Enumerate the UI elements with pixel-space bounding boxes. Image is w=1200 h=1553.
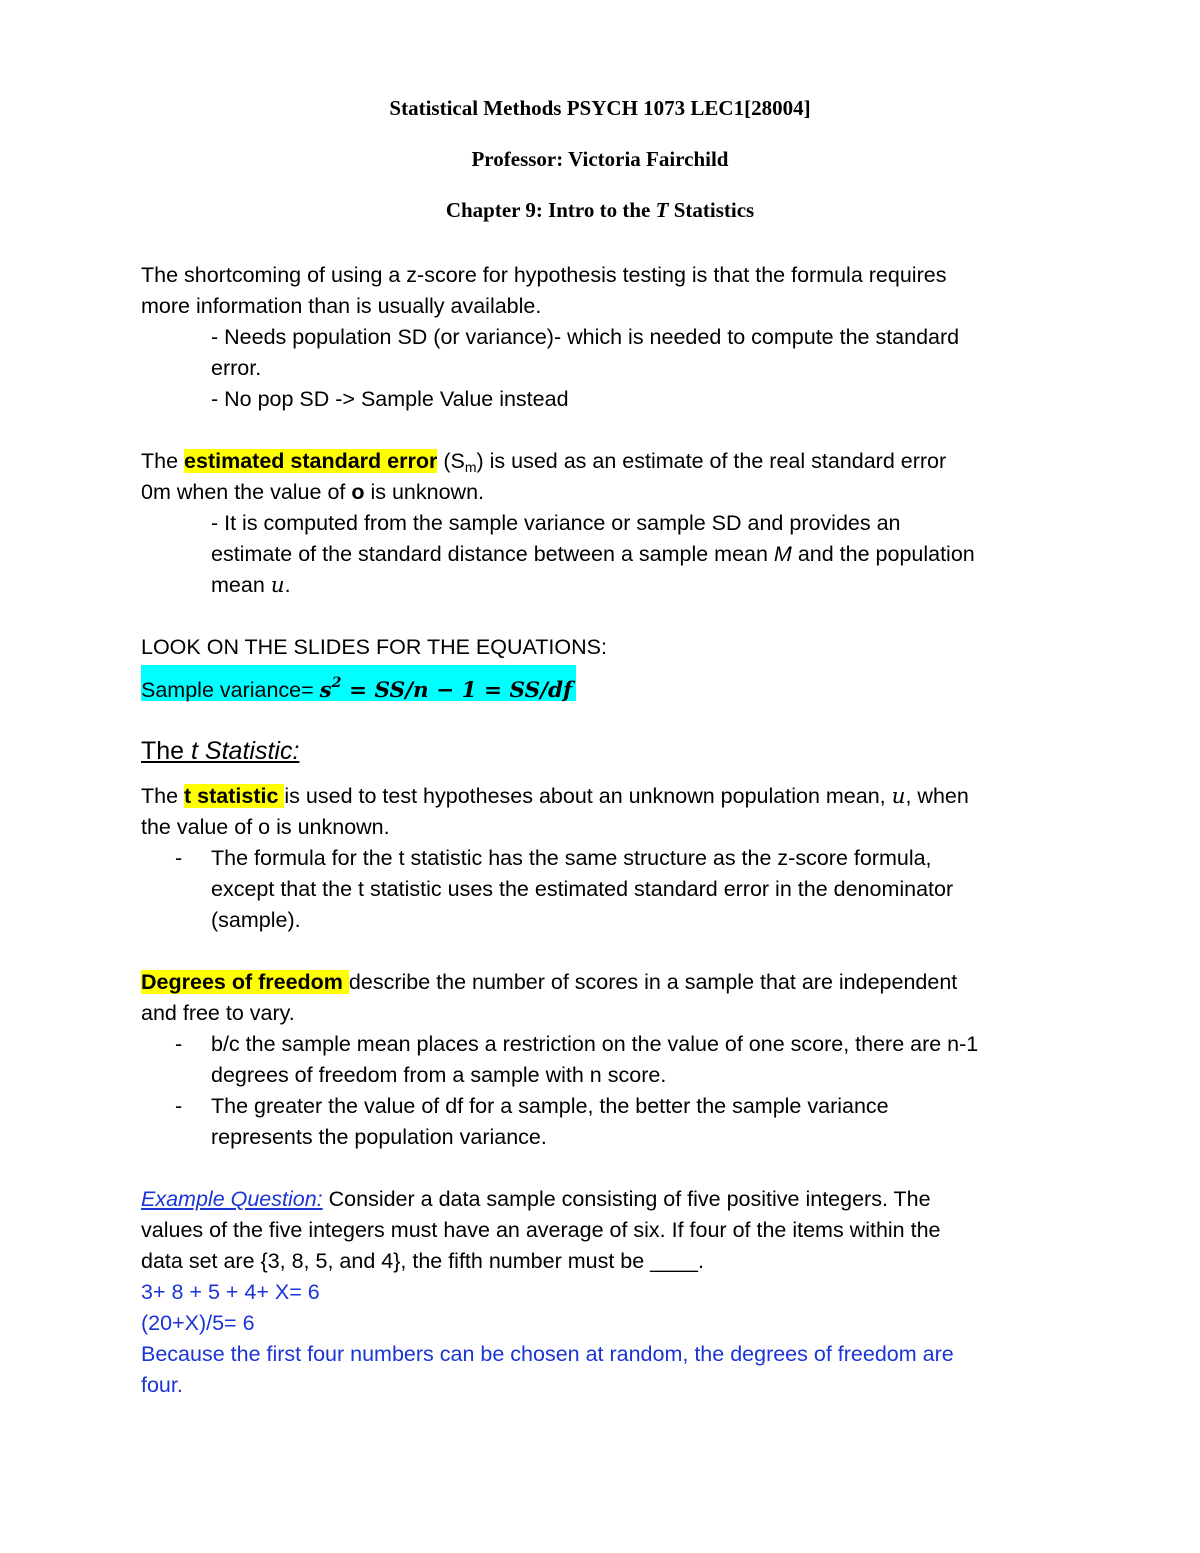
example-line-2: values of the five integers must have an average of six. If four of the items within the [141, 1218, 941, 1242]
example-question-link[interactable]: Example Question: [141, 1187, 323, 1211]
ese-b3-a: mean [211, 573, 271, 597]
t-l1-post: is used to test hypotheses about an unknown population mean, [284, 784, 892, 808]
ese-line-1 [141, 447, 946, 481]
df-line-2: and free to vary. [141, 1001, 295, 1025]
professor-name: Professor: Victoria Fairchild [471, 147, 729, 171]
variance-exponent: 2 [331, 675, 342, 691]
ese-term-highlight: estimated standard error [184, 449, 438, 473]
t-l1-pre: The [141, 784, 185, 808]
t-line-2: the value of o is unknown. [141, 815, 390, 839]
t-bullet-dash: - [175, 846, 183, 870]
intro-bullet-1b: error. [211, 356, 262, 380]
chapter-t: T [655, 198, 669, 222]
ese-bullet-3 [211, 571, 291, 600]
df-bullet-2a: The greater the value of df for a sample, the better the sample variance [211, 1094, 889, 1118]
df-term-highlight: Degrees of freedom [141, 970, 349, 994]
df-line-1 [141, 968, 957, 996]
answer-line-3: Because the first four numbers can be chosen at random, the degrees of freedom are [141, 1342, 954, 1366]
ese-bullet-2 [211, 540, 975, 568]
t-l1-u: u [891, 784, 906, 809]
variance-s: s [319, 678, 332, 703]
course-title: Statistical Methods PSYCH 1073 LEC1[28004] [389, 96, 811, 120]
intro-bullet-1a: - Needs population SD (or variance)- which is needed to compute the standard [211, 325, 960, 349]
answer-line-2: (20+X)/5= 6 [141, 1311, 255, 1335]
df-bullet-dash-1: - [175, 1032, 183, 1056]
t-bullet-1: The formula for the t statistic has the same structure as the z-score formula, [211, 846, 932, 870]
sample-variance-formula [141, 665, 576, 701]
example-l1: Consider a data sample consisting of five positive integers. The [322, 1187, 931, 1211]
t-statistic-heading [141, 737, 299, 766]
chapter-title [0, 198, 1200, 223]
variance-equation: = SS/n − 1 = SS/df [341, 678, 573, 703]
slides-note: LOOK ON THE SLIDES FOR THE EQUATIONS: [141, 635, 607, 659]
intro-bullet-2: - No pop SD -> Sample Value instead [211, 387, 569, 411]
variance-label: Sample variance= [141, 678, 320, 702]
t-bullet-3: (sample). [211, 908, 301, 932]
chapter-prefix: Chapter 9: Intro to the [445, 198, 656, 222]
df-bullet-dash-2: - [175, 1094, 183, 1118]
example-line-3: data set are {3, 8, 5, and 4}, the fifth number must be ____. [141, 1249, 704, 1273]
df-bullet-2b: represents the population variance. [211, 1125, 547, 1149]
example-line-1 [141, 1185, 931, 1213]
answer-line-1: 3+ 8 + 5 + 4+ X= 6 [141, 1280, 320, 1304]
answer-line-4: four. [141, 1373, 183, 1397]
intro-line-2: more information than is usually available. [141, 294, 542, 318]
ese-line-2 [141, 478, 484, 506]
df-bullet-1b: degrees of freedom from a sample with n score. [211, 1063, 667, 1087]
ese-line2-b: is unknown. [364, 480, 485, 504]
chapter-suffix: Statistics [668, 198, 755, 222]
t-heading-pre: The [141, 737, 192, 765]
df-l1-post: describe the number of scores in a sample that are independent [348, 970, 958, 994]
ese-b3-u: u [270, 573, 285, 598]
ese-post: ) is used as an estimate of the real standard error [476, 449, 947, 473]
ese-mid: (S [437, 449, 465, 473]
ese-pre: The [141, 449, 185, 473]
intro-line-1: The shortcoming of using a z-score for hypothesis testing is that the formula requires [141, 263, 947, 287]
ese-b2-a: estimate of the standard distance between a sample mean [211, 542, 774, 566]
t-line-1 [141, 782, 969, 811]
ese-line2-a: 0m when the value of [141, 480, 352, 504]
t-heading-italic: t Statistic: [191, 737, 300, 765]
sigma-symbol: o [351, 480, 365, 504]
ese-subscript: m [464, 459, 477, 475]
t-term-highlight: t statistic [184, 784, 285, 808]
df-bullet-1a: b/c the sample mean places a restriction on the value of one score, there are n-1 [211, 1032, 979, 1056]
t-bullet-2: except that the t statistic uses the estimated standard error in the denominator [211, 877, 954, 901]
ese-b3-b: . [284, 573, 291, 597]
ese-bullet-1: - It is computed from the sample variance or sample SD and provides an [211, 511, 901, 535]
ese-b2-M: M [773, 542, 792, 566]
t-l1-end: , when [905, 784, 969, 808]
ese-b2-b: and the population [791, 542, 975, 566]
